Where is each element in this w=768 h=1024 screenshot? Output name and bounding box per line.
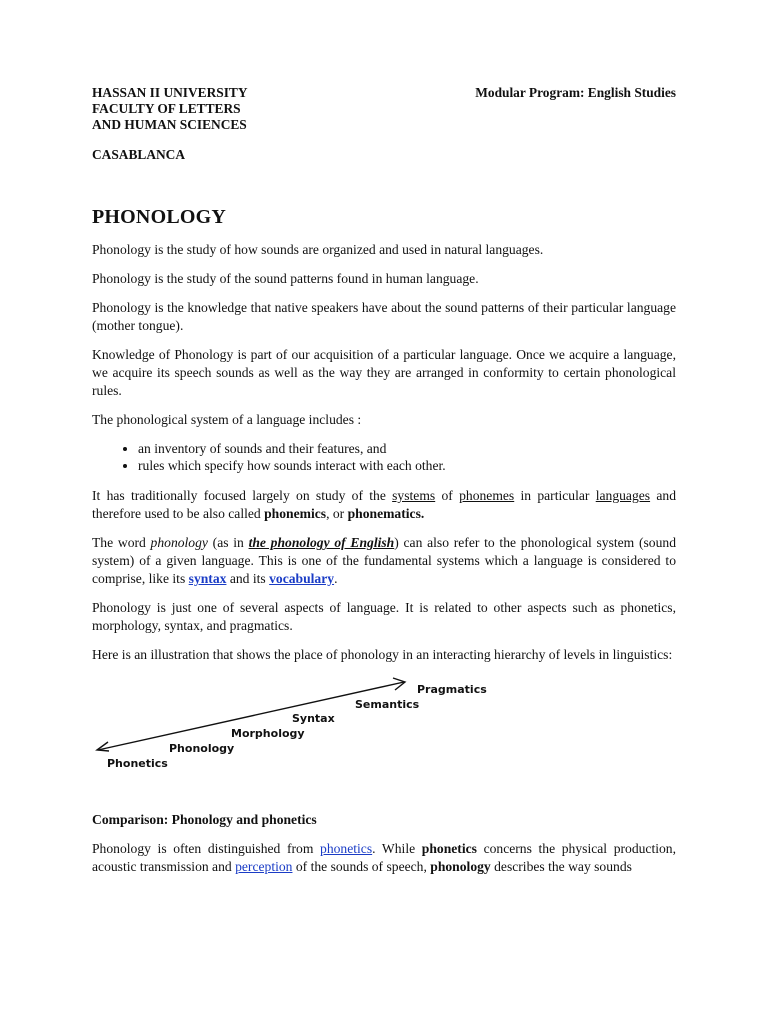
text-span: describes the way sounds	[490, 858, 632, 874]
page-title: PHONOLOGY	[92, 206, 227, 228]
link-systems[interactable]: systems	[392, 488, 436, 504]
label-syntax: Syntax	[292, 711, 335, 725]
link-phonology-of-english[interactable]: the phonology of English	[248, 535, 395, 551]
term-phonology: phonology	[430, 858, 491, 874]
document-body	[92, 241, 676, 887]
text-span: Phonology is often distinguished from	[92, 840, 321, 856]
text-span: , or	[326, 506, 348, 522]
hierarchy-figure	[92, 675, 552, 797]
paragraph-knowledge: Knowledge of Phonology is part of our acquisition of a particular language. Once we acquire a language, we acquire its speech sounds as well as the way they are arranged in conformity to certain phonological rules.	[92, 346, 676, 398]
arrowhead-left-icon	[97, 742, 109, 751]
link-phonetics[interactable]: phonetics	[320, 840, 373, 856]
term-phonetics: phonetics	[421, 840, 477, 856]
text-span: concerns the physical production, acoustic transmission and	[92, 840, 676, 874]
paragraph-definition-2: Phonology is the study of the sound patterns found in human language.	[92, 270, 479, 286]
text-span: of	[435, 488, 460, 504]
label-pragmatics: Pragmatics	[417, 682, 487, 696]
paragraph-word-phonology	[92, 534, 676, 588]
link-perception[interactable]: perception	[235, 858, 293, 874]
text-span: and its	[226, 571, 270, 587]
paragraph-phonemics	[92, 487, 676, 523]
paragraph-comparison	[92, 840, 676, 876]
link-syntax[interactable]: syntax	[188, 571, 227, 587]
link-phonemes[interactable]: phonemes	[459, 488, 515, 504]
header-faculty-line2: AND HUMAN SCIENCES	[92, 117, 247, 132]
label-phonetics: Phonetics	[107, 756, 168, 770]
label-phonology: Phonology	[169, 741, 235, 755]
text-span: .	[334, 571, 338, 587]
header-faculty: FACULTY OF LETTERS	[92, 101, 241, 116]
paragraph-system-intro: The phonological system of a language includes :	[92, 411, 362, 427]
term-phonematics: phonematics.	[347, 506, 425, 522]
list-item: • an inventory of sounds and their features, and	[138, 440, 676, 458]
bullet-list	[92, 440, 676, 476]
paragraph-aspects: Phonology is just one of several aspects of language. It is related to other aspects such as phonetics, morphology, syntax, and pragmatics.	[92, 600, 676, 633]
term-phonemics: phonemics	[264, 506, 327, 522]
hierarchy-diagram	[92, 675, 552, 797]
text-span: It has traditionally focused largely on study of the	[92, 488, 393, 504]
text-span: of the sounds of speech,	[292, 858, 431, 874]
section-heading-comparison: Comparison: Phonology and phonetics	[92, 811, 317, 827]
text-span: and therefore used to be also called	[92, 488, 676, 522]
label-semantics: Semantics	[355, 697, 420, 711]
text-span: The word	[92, 535, 151, 551]
header-city: CASABLANCA	[92, 147, 186, 162]
link-vocabulary[interactable]: vocabulary	[269, 571, 335, 587]
paragraph-illustration-intro: Here is an illustration that shows the place of phonology in an interacting hierarchy of levels in linguistics:	[92, 646, 673, 662]
term-phonology-italic: phonology	[150, 535, 208, 551]
header-university: HASSAN II UNIVERSITY	[92, 85, 248, 100]
label-morphology: Morphology	[231, 726, 305, 740]
document-header	[92, 85, 676, 163]
text-span: in particular	[514, 488, 596, 504]
text-span: (as in	[207, 535, 249, 551]
text-span: ) can also refer to the phonological system (sound system) of a given language. This is one of the fundamental systems which a language is considered to comprise, like its	[92, 535, 676, 587]
header-program: Modular Program: English Studies	[475, 85, 676, 100]
paragraph-definition-3: Phonology is the knowledge that native speakers have about the sound patterns of their particular language (mother tongue).	[92, 299, 676, 333]
paragraph-definition-1: Phonology is the study of how sounds are organized and used in natural languages.	[92, 242, 544, 257]
list-item: • rules which specify how sounds interact with each other.	[138, 457, 676, 475]
link-languages[interactable]: languages	[595, 488, 651, 504]
text-span: . While	[372, 840, 422, 856]
